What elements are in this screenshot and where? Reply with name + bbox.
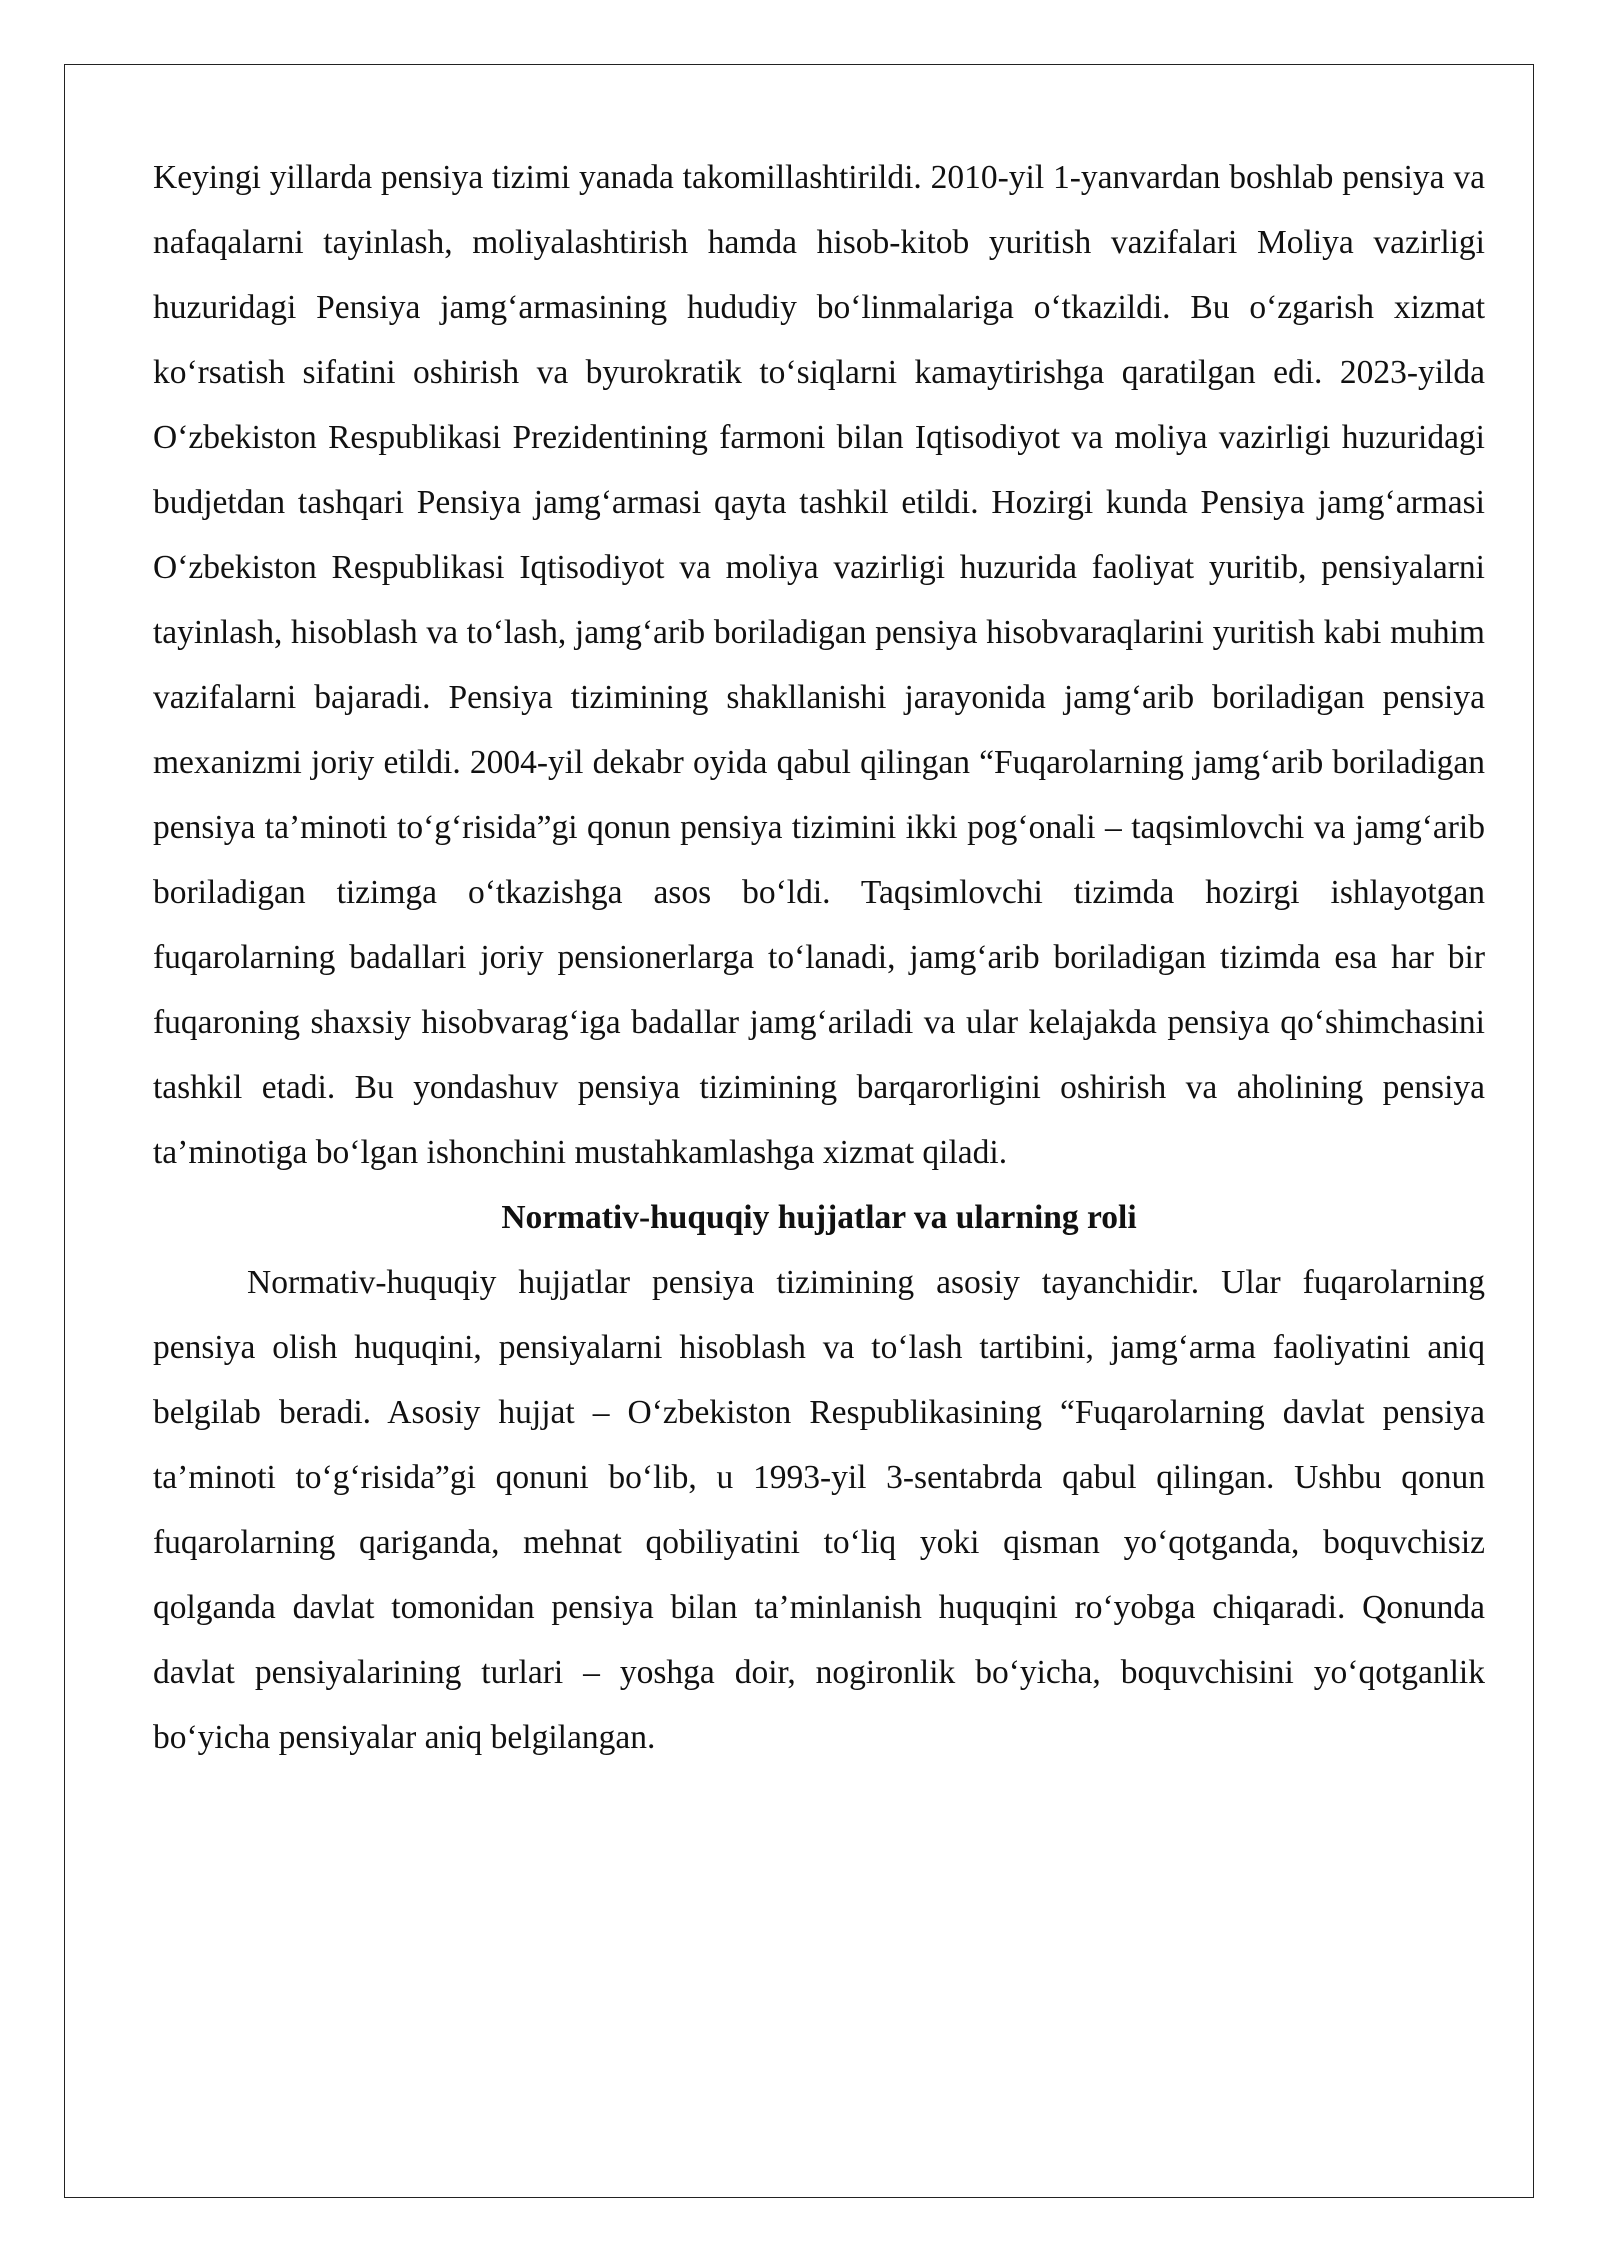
body-paragraph: Keyingi yillarda pensiya tizimi yanada takomillashtirildi. 2010-yil 1-yanvardan boshlab pensiya va nafaqalarni tayinlash, moliyalashtirish hamda hisob-kitob yuritish vazifalari Moliya vazirligi huzuridagi Pensiya jamg‘armasining hududiy bo‘linmalariga o‘tkazildi. Bu o‘zgarish xizmat ko‘rsatish sifatini oshirish va byurokratik to‘siqlarni kamaytirishga qaratilgan edi. 2023-yilda O‘zbekiston Respublikasi Prezidentining farmoni bilan Iqtisodiyot va moliya vazirligi huzuridagi budjetdan tashqari Pensiya jamg‘armasi qayta tashkil etildi. Hozirgi kunda Pensiya jamg‘armasi O‘zbekiston Respublikasi Iqtisodiyot va moliya vazirligi huzurida faoliyat yuritib, pensiyalarni tayinlash, hisoblash va to‘lash, jamg‘arib boriladigan pensiya hisobvaraqlarini yuritish kabi muhim vazifalarni bajaradi. Pensiya tizimining shakllanishi jarayonida jamg‘arib boriladigan pensiya mexanizmi joriy etildi. 2004-yil dekabr oyida qabul qilingan “Fuqarolarning jamg‘arib boriladigan pensiya ta’minoti to‘g‘risida”gi qonun pensiya tizimini ikki pog‘onali – taqsimlovchi va jamg‘arib boriladigan tizimga o‘tkazishga asos bo‘ldi. Taqsimlovchi tizimda hozirgi ishlayotgan fuqarolarning badallari joriy pensionerlarga to‘lanadi, jamg‘arib boriladigan tizimda esa har bir fuqaroning shaxsiy hisobvarag‘iga badallar jamg‘ariladi va ular kelajakda pensiya qo‘shimchasini tashkil etadi. Bu yondashuv pensiya tizimining barqarorligini oshirish va aholining pensiya ta’minotiga bo‘lgan ishonchini mustahkamlashga xizmat qiladi. — [153, 159, 1485, 1171]
section-heading: Normativ-huquqiy hujjatlar va ularning roli — [501, 1199, 1137, 1236]
document-body — [153, 145, 1485, 1770]
body-paragraph: Normativ-huquqiy hujjatlar pensiya tizimining asosiy tayanchidir. Ular fuqarolarning pensiya olish huquqini, pensiyalarni hisoblash va to‘lash tartibini, jamg‘arma faoliyatini aniq belgilab beradi. Asosiy hujjat – O‘zbekiston Respublikasining “Fuqarolarning davlat pensiya ta’minoti to‘g‘risida”gi qonuni bo‘lib, u 1993-yil 3-sentabrda qabul qilingan. Ushbu qonun fuqarolarning qariganda, mehnat qobiliyatini to‘liq yoki qisman yo‘qotganda, boquvchisiz qolganda davlat tomonidan pensiya bilan ta’minlanish huquqini ro‘yobga chiqaradi. Qonunda davlat pensiyalarining turlari – yoshga doir, nogironlik bo‘yicha, boquvchisini yo‘qotganlik bo‘yicha pensiyalar aniq belgilangan. — [153, 1264, 1485, 1756]
